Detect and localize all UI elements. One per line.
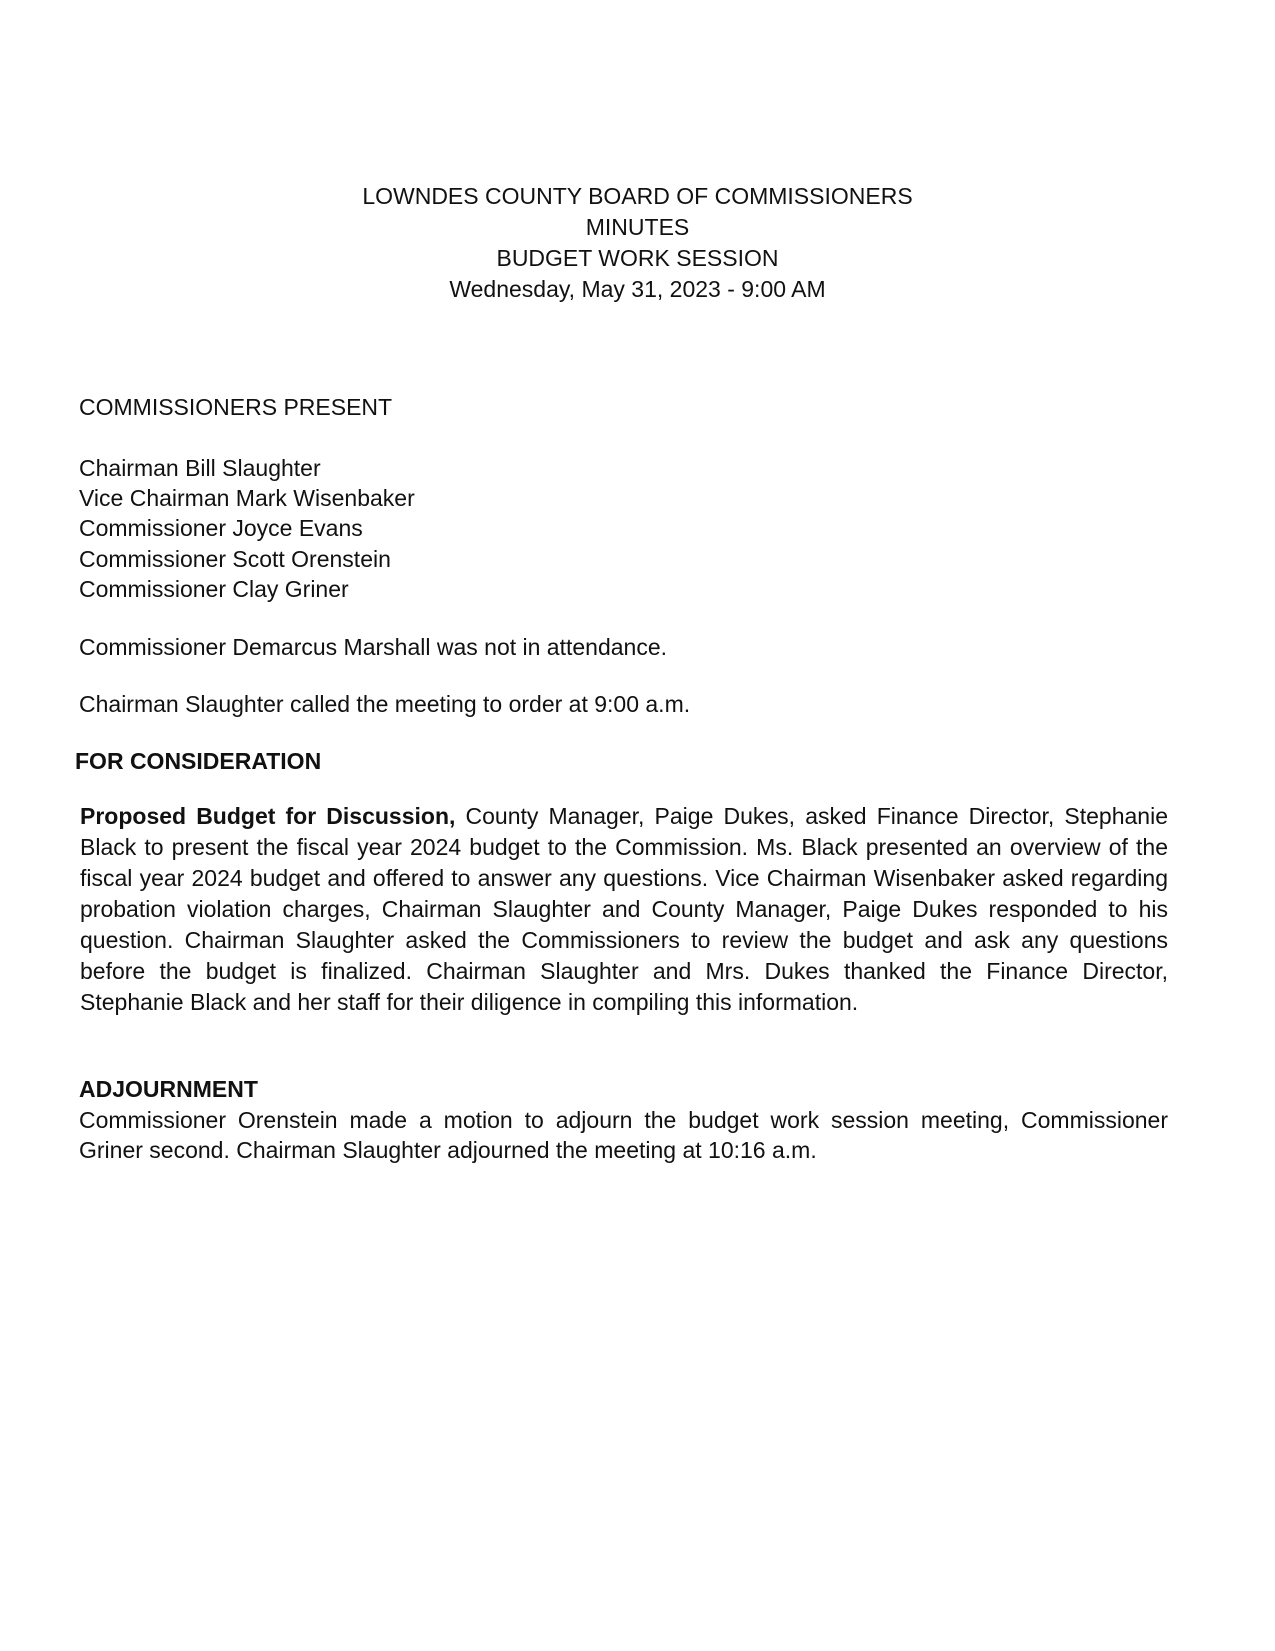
header-session-name: BUDGET WORK SESSION: [496, 245, 779, 271]
consideration-body-text: County Manager, Paige Dukes, asked Finance Director, Stephanie Black to present the fiscal year 2024 budget to the Commission. Ms. Black presented an overview of the fiscal year 2024 budget and offered to answer any questions. Vice Chairman Wisenbaker asked regarding probation violation charges, Chairman Slaughter and County Manager, Paige Dukes responded to his question. Chairman Slaughter asked the Commissioners to review the budget and ask any questions before the budget is finalized. Chairman Slaughter and Mrs. Dukes thanked the Finance Director, Stephanie Black and her staff for their diligence in compiling this information.: [80, 803, 1168, 1015]
header-date-time: Wednesday, May 31, 2023 - 9:00 AM: [449, 276, 826, 302]
absence-note: Commissioner Demarcus Marshall was not in attendance.: [79, 634, 668, 660]
document-header: [0, 181, 1275, 305]
list-item: Chairman Bill Slaughter: [79, 455, 321, 481]
adjournment-heading: ADJOURNMENT: [79, 1076, 258, 1102]
list-item: Vice Chairman Mark Wisenbaker: [79, 485, 415, 512]
list-item: Commissioner Scott Orenstein: [79, 545, 391, 572]
header-document-type: MINUTES: [585, 214, 690, 240]
call-to-order-note: Chairman Slaughter called the meeting to order at 9:00 a.m.: [79, 691, 691, 717]
header-organization: LOWNDES COUNTY BOARD OF COMMISSIONERS: [362, 183, 913, 209]
commissioners-present-list: [79, 453, 415, 604]
list-item: Commissioner Joyce Evans: [79, 515, 363, 542]
adjournment-paragraph: Commissioner Orenstein made a motion to adjourn the budget work session meeting, Commissioner Griner second. Chairman Slaughter adjourned the meeting at 10:16 a.m.: [79, 1107, 1168, 1163]
consideration-paragraph: [80, 801, 1168, 1018]
commissioners-present-title: COMMISSIONERS PRESENT: [79, 394, 393, 420]
consideration-lead: Proposed Budget for Discussion,: [80, 803, 456, 829]
for-consideration-heading: FOR CONSIDERATION: [75, 748, 322, 774]
list-item: Commissioner Clay Griner: [79, 575, 349, 602]
